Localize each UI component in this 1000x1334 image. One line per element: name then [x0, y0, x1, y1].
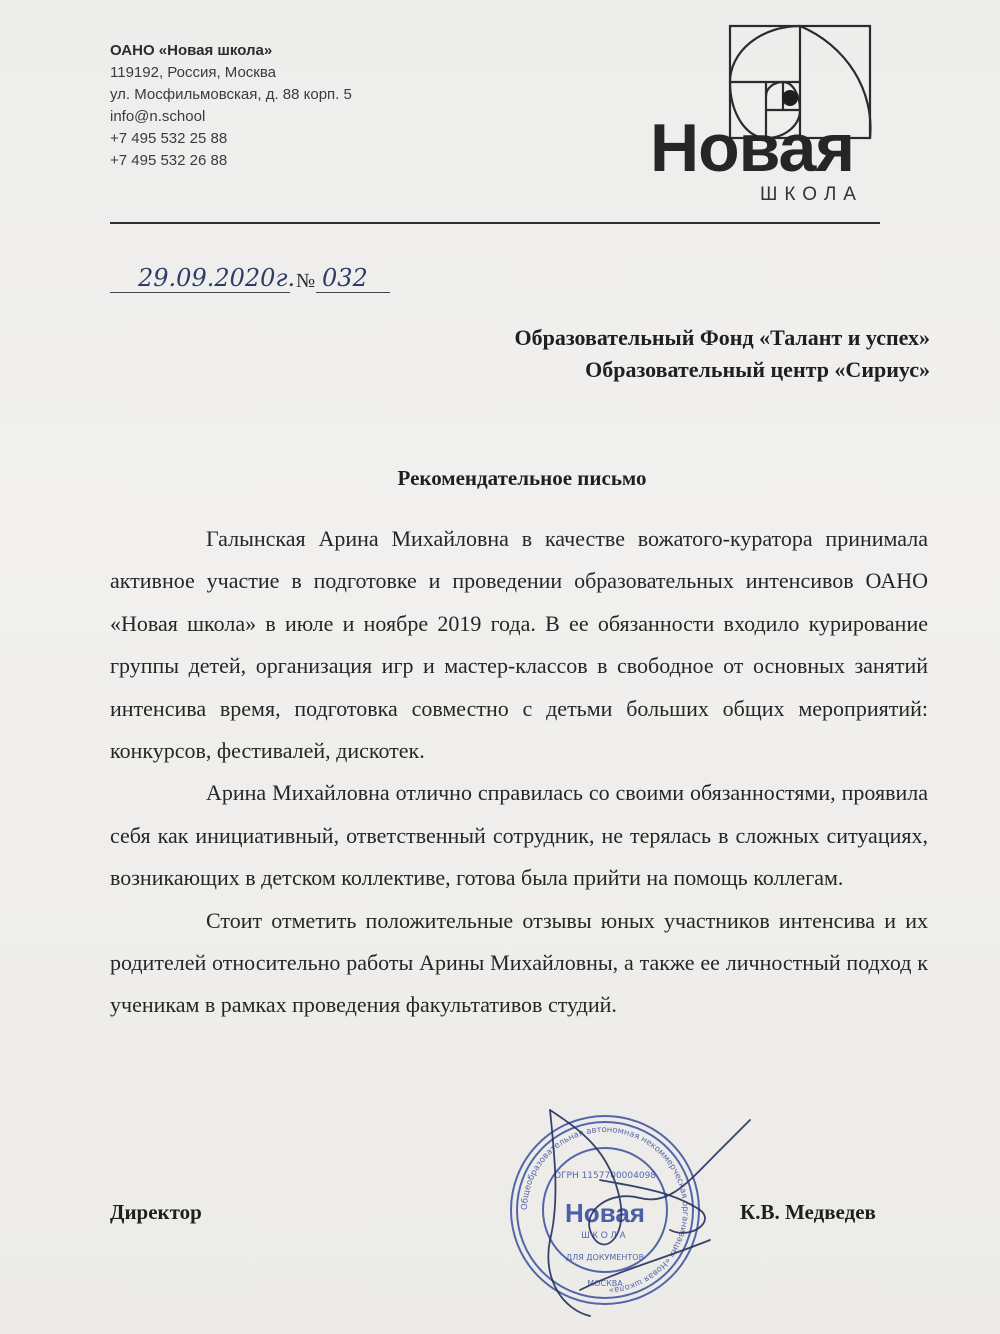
stamp-ring-text: Общеобразовательная автономная некоммерческая организация «Новая школа»: [518, 1123, 692, 1296]
sender-org: ОАНО «Новая школа»: [110, 42, 273, 59]
number-underline: [316, 292, 390, 293]
letter-body: [110, 518, 928, 1027]
signatory-position: Директор: [110, 1200, 202, 1224]
recipient-line2: Образовательный центр «Сириус»: [585, 357, 930, 382]
stamp-city: МОСКВА: [587, 1279, 623, 1288]
sender-address-line1: 119192, Россия, Москва: [110, 64, 277, 81]
body-paragraph-2: Арина Михайловна отлично справилась со своими обязанностями, проявила себя как инициативный, ответственный сотрудник, не терялась в сложных ситуациях, возникающих в детском коллективе, готова была прийти на помощь коллегам.: [110, 780, 928, 891]
letter-number: 032: [322, 264, 368, 292]
logo-wordmark: Новая: [650, 110, 855, 186]
signatory-name: К.В. Медведев: [740, 1200, 876, 1224]
body-paragraph-3: Стоит отметить положительные отзывы юных участников интенсива и их родителей относительно работы Арины Михайловны, а также ее личностный подход к ученикам в рамках проведения факультативов студий.: [110, 907, 928, 1018]
recipient-line1: Образовательный Фонд «Талант и успех»: [514, 325, 930, 350]
number-sign: №: [296, 270, 316, 292]
letter-date: 29.09.2020г.: [138, 264, 296, 292]
logo-subtitle: ШКОЛА: [760, 184, 863, 205]
sender-phone1: +7 495 532 25 88: [110, 130, 228, 147]
header-divider: [110, 222, 880, 224]
letter-title: Рекомендательное письмо: [397, 466, 647, 490]
stamp-docs: ДЛЯ ДОКУМЕНТОВ: [565, 1253, 645, 1262]
sender-block: [110, 40, 352, 172]
registration-line: [110, 264, 390, 298]
handwritten-signature-icon: [520, 1090, 760, 1330]
body-paragraph-1: Галынская Арина Михайловна в качестве вожатого-куратора принимала активное участие в подготовке и проведении образовательных интенсивов ОАНО «Новая школа» в июле и ноябре 2019 года. В ее обязанности входило курирование группы детей, организация игр и мастер-классов в свободное от основных занятий интенсива время, подготовка совместно с детьми больших общих мероприятий: конкурсов, фестивалей, дискотек.: [110, 526, 928, 764]
stamp-center-word: Новая: [565, 1198, 645, 1228]
sender-address-line2: ул. Мосфильмовская, д. 88 корп. 5: [110, 86, 352, 103]
recipient-block: [514, 322, 930, 386]
stamp-center-sub: ШКОЛА: [581, 1230, 629, 1240]
sender-phone2: +7 495 532 26 88: [110, 152, 228, 169]
stamp-ogrn: ОГРН 1157700004098: [553, 1171, 657, 1181]
date-underline: [110, 292, 290, 293]
sender-email: info@n.school: [110, 108, 206, 125]
